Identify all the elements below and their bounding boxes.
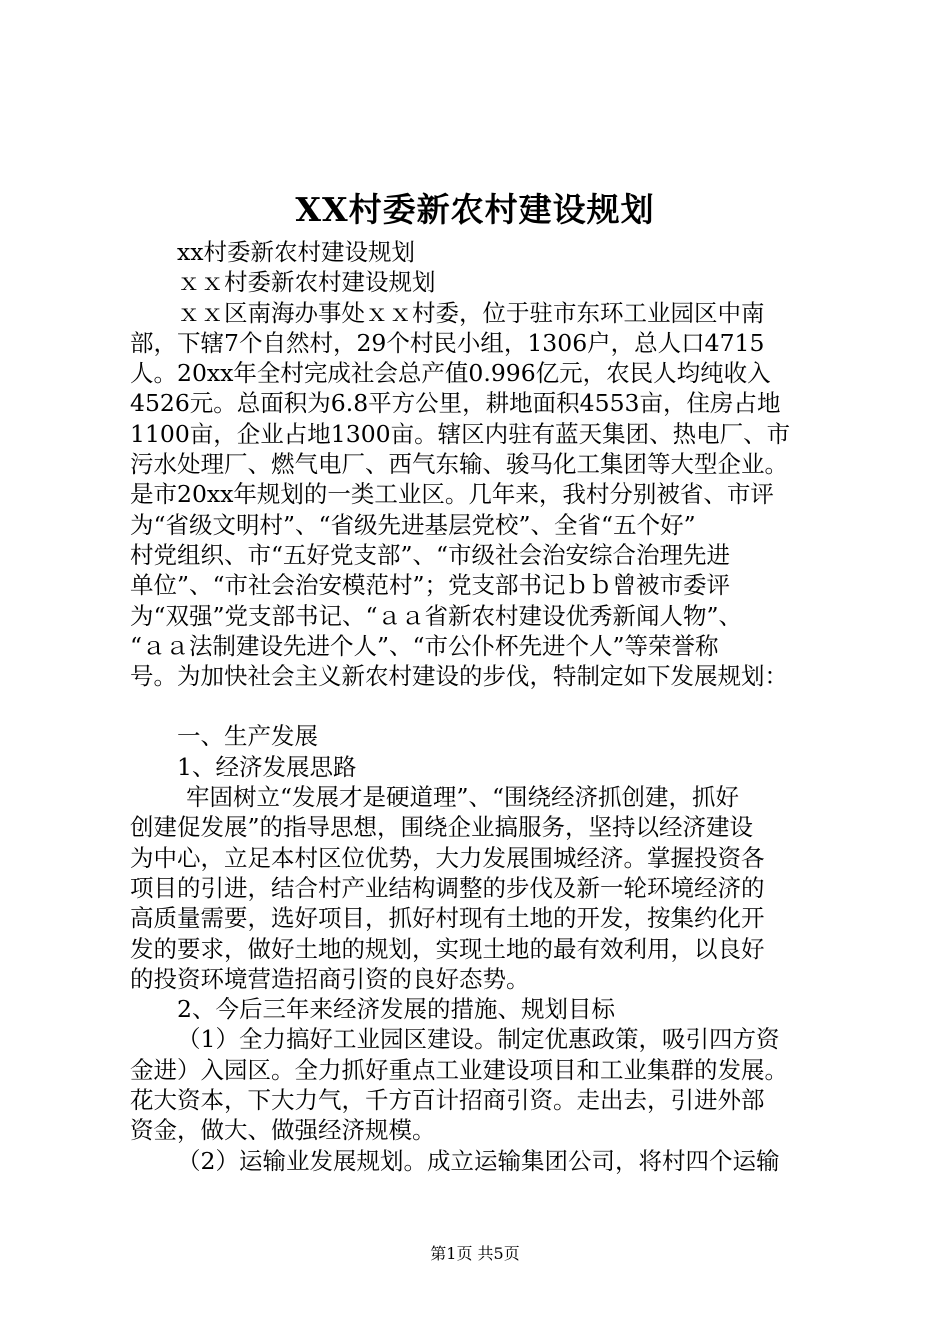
paragraph-line: 花大资本，下大力气，千方百计招商引资。走出去，引进外部 (130, 1086, 765, 1115)
subtitle-line: xx村委新农村建设规划 (177, 238, 416, 266)
document-body (130, 237, 855, 1176)
paragraph-line: 村党组织、市“五好党支部”、“市级社会治安综合治理先进 (130, 540, 731, 569)
paragraph-line: 的投资环境营造招商引资的良好态势。 (130, 964, 530, 993)
paragraph-line: 人。20xx年全村完成社会总产值0.996亿元，农民人均纯收入 (130, 359, 771, 388)
subsection-heading: 1、经济发展思路 (177, 752, 357, 781)
paragraph-line: ｘｘ区南海办事处ｘｘ村委，位于驻市东环工业园区中南 (177, 298, 765, 327)
paragraph-line: 牢固树立“发展才是硬道理”、“围绕经济抓创建，抓好 (186, 783, 740, 812)
paragraph-line: 发的要求，做好土地的规划，实现土地的最有效利用，以良好 (130, 934, 765, 963)
paragraph-line: 项目的引进，结合村产业结构调整的步伐及新一轮环境经济的 (130, 873, 765, 902)
paragraph-line: （1）全力搞好工业园区建设。制定优惠政策，吸引四方资 (177, 1025, 780, 1054)
paragraph-line: 部，下辖7个自然村，29个村民小组，1306户，总人口4715 (130, 328, 765, 357)
paragraph-line: 污水处理厂、燃气电厂、西气东输、骏马化工集团等大型企业。 (130, 450, 788, 479)
paragraph-line: 1100亩，企业占地1300亩。辖区内驻有蓝天集团、热电厂、市 (130, 419, 791, 448)
paragraph-line: 创建促发展”的指导思想，围绕企业搞服务，坚持以经济建设 (130, 813, 754, 842)
paragraph-line: 号。为加快社会主义新农村建设的步伐，特制定如下发展规划： (130, 662, 788, 691)
paragraph-line: 是市20xx年规划的一类工业区。几年来，我村分别被省、市评 (130, 480, 774, 509)
paragraph-gap (130, 691, 855, 721)
page-footer: 第1页 共5页 (430, 1244, 520, 1263)
paragraph-line: 为“双强”党支部书记、“ａａ省新农村建设优秀新闻人物”、 (130, 601, 743, 630)
paragraph-line: 为“省级文明村”、“省级先进基层党校”、全省“五个好” (130, 510, 696, 539)
paragraph-line: 金进）入园区。全力抓好重点工业建设项目和工业集群的发展。 (130, 1055, 788, 1084)
paragraph-line: 为中心，立足本村区位优势，大力发展围城经济。掌握投资各 (130, 843, 765, 872)
paragraph-line: 高质量需要，选好项目，抓好村现有土地的开发，按集约化开 (130, 904, 765, 933)
paragraph-line: “ａａ法制建设先进个人”、“市公仆杯先进个人”等荣誉称 (130, 631, 719, 660)
section-heading: 一、生产发展 (177, 722, 318, 751)
document-title: XX村委新农村建设规划 (295, 190, 655, 229)
paragraph-line: （2）运输业发展规划。成立运输集团公司，将村四个运输 (177, 1146, 780, 1175)
subsection-heading: 2、今后三年来经济发展的措施、规划目标 (177, 995, 615, 1024)
subtitle-line: ｘｘ村委新农村建设规划 (177, 268, 436, 297)
paragraph-line: 资金，做大、做强经济规模。 (130, 1116, 436, 1145)
paragraph-line: 4526元。总面积为6.8平方公里，耕地面积4553亩，住房占地 (130, 389, 781, 418)
paragraph-line: 单位”、“市社会治安模范村”；党支部书记ｂｂ曾被市委评 (130, 571, 731, 600)
